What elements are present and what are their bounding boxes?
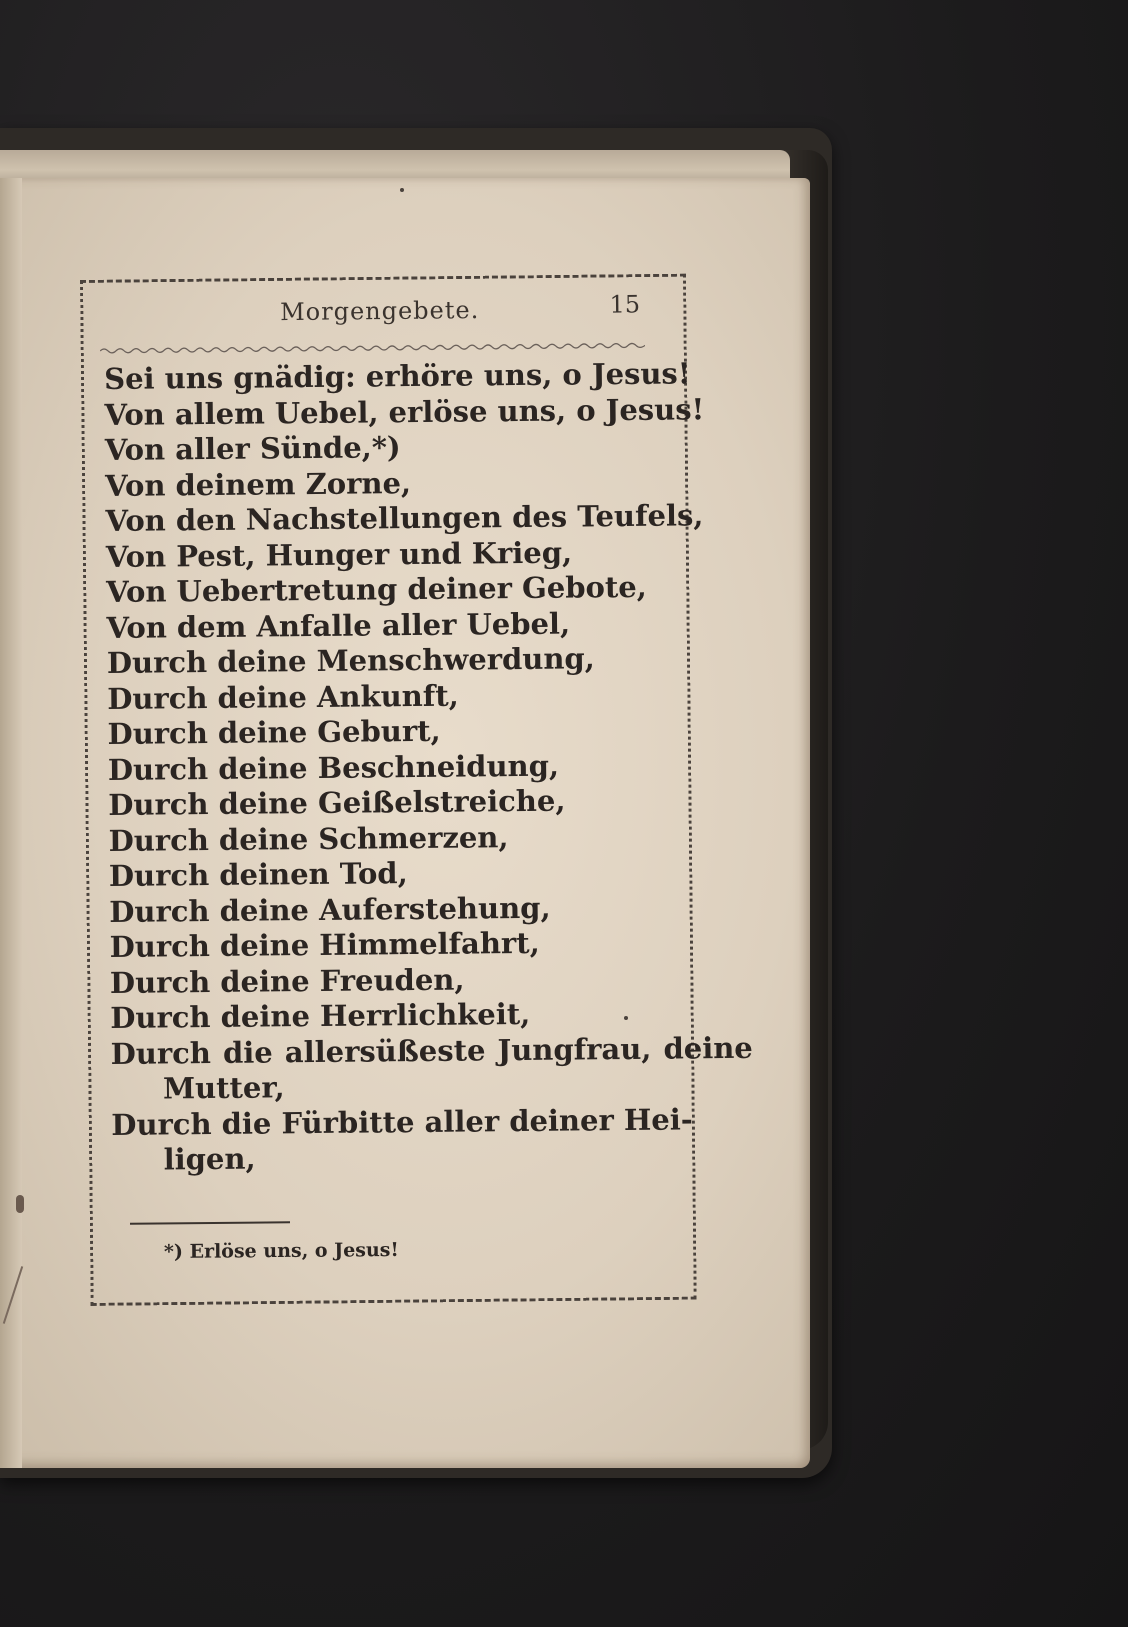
text-line: Von aller Sünde,*) — [104, 430, 401, 467]
text-line: Durch die allersüßeste Jungfrau, deine — [110, 1030, 753, 1071]
text-line: Von allem Uebel, erlöse uns, o Jesus! — [104, 391, 705, 432]
text-line: Durch deine Geißelstreiche, — [108, 783, 566, 822]
text-line: Von deinem Zorne, — [105, 465, 412, 503]
footnote: *) Erlöse uns, o Jesus! — [163, 1238, 399, 1264]
text-line: Durch deine Schmerzen, — [108, 819, 509, 858]
text-line: Sei uns gnädig: erhöre uns, o Jesus! — [104, 356, 691, 396]
text-line: Durch deine Menschwerdung, — [106, 641, 595, 680]
page-speck — [400, 188, 404, 192]
text-line: Durch deine Beschneidung, — [107, 748, 560, 787]
text-line: Von Uebertretung deiner Gebote, — [106, 569, 647, 609]
text-line: Durch deine Geburt, — [107, 713, 441, 751]
text-line: Durch deinen Tod, — [108, 856, 408, 893]
litany-text — [104, 356, 753, 1178]
page-speck — [624, 1016, 628, 1020]
text-line: Von den Nachstellungen des Teufels, — [105, 498, 704, 538]
text-line: Durch deine Auferstehung, — [109, 890, 551, 929]
text-line: Durch deine Herrlichkeit, — [110, 996, 531, 1035]
page-smudge — [16, 1195, 24, 1213]
text-line: Von Pest, Hunger und Krieg, — [105, 535, 573, 574]
page-header — [100, 290, 660, 340]
text-line: Durch deine Ankunft, — [107, 678, 459, 716]
running-title: Morgengebete. — [279, 296, 480, 327]
text-line: Von dem Anfalle aller Uebel, — [106, 606, 571, 645]
text-line: Durch deine Himmelfahrt, — [109, 925, 540, 964]
text-line: Durch die Fürbitte aller deiner Hei- — [111, 1101, 693, 1142]
page-number: 15 — [609, 290, 641, 319]
text-line-continuation: ligen, — [163, 1141, 256, 1177]
text-line-continuation: Mutter, — [162, 1070, 285, 1106]
text-line: Durch deine Freuden, — [109, 962, 465, 1000]
